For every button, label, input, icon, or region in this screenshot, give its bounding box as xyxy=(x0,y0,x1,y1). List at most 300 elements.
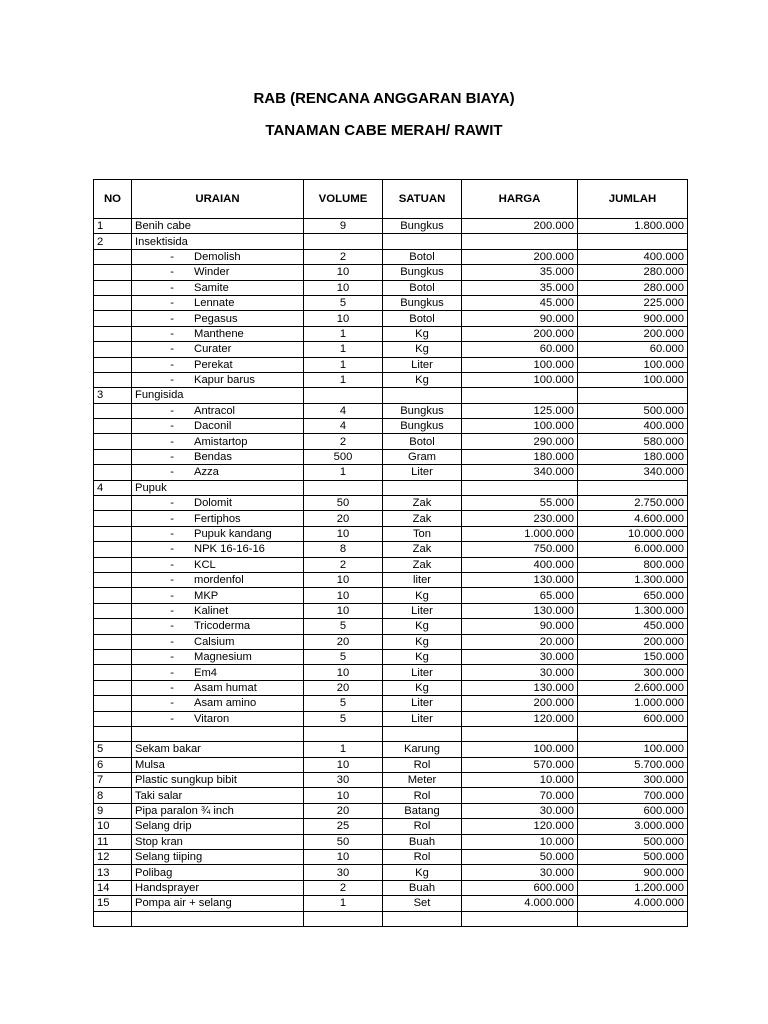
cell-volume: 10 xyxy=(304,588,383,603)
bullet-dash: - xyxy=(170,574,174,587)
bullet-dash: - xyxy=(170,466,174,479)
cell-satuan: Liter xyxy=(383,696,462,711)
item-label: mordenfol xyxy=(194,574,244,587)
bullet-dash: - xyxy=(170,712,174,725)
table-row xyxy=(94,649,688,664)
cell-uraian: Stop kran xyxy=(132,834,304,849)
table-row xyxy=(94,311,688,326)
cell-no xyxy=(94,588,132,603)
cell-volume: 9 xyxy=(304,219,383,234)
cell-satuan: Kg xyxy=(383,342,462,357)
cell-harga: 30.000 xyxy=(462,665,578,680)
cell-satuan: Gram xyxy=(383,449,462,464)
cell-volume: 10 xyxy=(304,526,383,541)
cell-satuan: Rol xyxy=(383,757,462,772)
cell-uraian xyxy=(132,696,304,711)
cell-jumlah: 500.000 xyxy=(578,403,688,418)
bullet-dash: - xyxy=(170,635,174,648)
cell-volume: 10 xyxy=(304,265,383,280)
header-harga: HARGA xyxy=(462,180,578,219)
cell-volume xyxy=(304,911,383,926)
cell-volume: 8 xyxy=(304,542,383,557)
cell-volume: 5 xyxy=(304,696,383,711)
cell-jumlah: 3.000.000 xyxy=(578,819,688,834)
cell-harga: 230.000 xyxy=(462,511,578,526)
cell-jumlah: 500.000 xyxy=(578,850,688,865)
table-row xyxy=(94,619,688,634)
cell-no: 8 xyxy=(94,788,132,803)
cell-satuan: Bungkus xyxy=(383,219,462,234)
cell-harga xyxy=(462,234,578,249)
cell-satuan: Ton xyxy=(383,526,462,541)
header-satuan: SATUAN xyxy=(383,180,462,219)
cell-volume: 10 xyxy=(304,572,383,587)
cell-harga: 30.000 xyxy=(462,865,578,880)
table-row xyxy=(94,572,688,587)
cell-uraian xyxy=(132,911,304,926)
bullet-dash: - xyxy=(170,374,174,387)
item-label: Asam humat xyxy=(194,681,257,694)
cell-jumlah: 580.000 xyxy=(578,434,688,449)
cell-uraian xyxy=(132,588,304,603)
cell-satuan: Liter xyxy=(383,357,462,372)
table-row xyxy=(94,542,688,557)
cell-no xyxy=(94,465,132,480)
cell-jumlah: 60.000 xyxy=(578,342,688,357)
item-label: Calsium xyxy=(194,635,235,648)
cell-satuan: Set xyxy=(383,896,462,911)
item-label: Asam amino xyxy=(194,697,257,710)
table-row xyxy=(94,557,688,572)
cell-no xyxy=(94,280,132,295)
cell-volume: 1 xyxy=(304,342,383,357)
cell-uraian: Taki salar xyxy=(132,788,304,803)
item-label: Demolish xyxy=(194,250,241,263)
cell-volume: 5 xyxy=(304,619,383,634)
cell-uraian xyxy=(132,496,304,511)
cell-harga: 45.000 xyxy=(462,295,578,310)
cell-no xyxy=(94,403,132,418)
cell-uraian xyxy=(132,619,304,634)
cell-jumlah xyxy=(578,911,688,926)
item-label: NPK 16-16-16 xyxy=(194,543,265,556)
cell-harga: 290.000 xyxy=(462,434,578,449)
table-row xyxy=(94,850,688,865)
table-row xyxy=(94,788,688,803)
cell-satuan: Kg xyxy=(383,619,462,634)
cell-uraian: Sekam bakar xyxy=(132,742,304,757)
cell-no xyxy=(94,603,132,618)
cell-satuan: Botol xyxy=(383,249,462,264)
table-row xyxy=(94,480,688,495)
cell-volume: 20 xyxy=(304,803,383,818)
cell-uraian xyxy=(132,326,304,341)
cell-harga: 10.000 xyxy=(462,834,578,849)
bullet-dash: - xyxy=(170,327,174,340)
cell-uraian xyxy=(132,449,304,464)
cell-jumlah xyxy=(578,234,688,249)
cell-no xyxy=(94,496,132,511)
item-label: Fertiphos xyxy=(194,512,241,525)
cell-satuan: Zak xyxy=(383,557,462,572)
cell-no xyxy=(94,557,132,572)
cell-uraian xyxy=(132,342,304,357)
bullet-dash: - xyxy=(170,266,174,279)
cell-no xyxy=(94,434,132,449)
cell-no: 2 xyxy=(94,234,132,249)
cell-volume: 30 xyxy=(304,865,383,880)
cell-jumlah: 1.200.000 xyxy=(578,880,688,895)
cell-harga: 35.000 xyxy=(462,265,578,280)
cell-no xyxy=(94,357,132,372)
cell-harga: 120.000 xyxy=(462,819,578,834)
header-no: NO xyxy=(94,180,132,219)
table-row xyxy=(94,757,688,772)
table-row xyxy=(94,372,688,387)
cell-volume: 10 xyxy=(304,665,383,680)
item-label: Antracol xyxy=(194,404,236,417)
cell-volume: 50 xyxy=(304,496,383,511)
cell-volume: 4 xyxy=(304,419,383,434)
cell-satuan: Bungkus xyxy=(383,265,462,280)
cell-satuan: Bungkus xyxy=(383,403,462,418)
cell-uraian: Selang drip xyxy=(132,819,304,834)
item-label: KCL xyxy=(194,558,216,571)
cell-volume: 10 xyxy=(304,603,383,618)
table-row xyxy=(94,911,688,926)
cell-jumlah: 1.000.000 xyxy=(578,696,688,711)
cell-satuan: Zak xyxy=(383,496,462,511)
cell-volume: 5 xyxy=(304,295,383,310)
item-label: Samite xyxy=(194,281,229,294)
bullet-dash: - xyxy=(170,497,174,510)
bullet-dash: - xyxy=(170,312,174,325)
cell-harga: 570.000 xyxy=(462,757,578,772)
item-label: Vitaron xyxy=(194,712,230,725)
table-row xyxy=(94,588,688,603)
table-row xyxy=(94,634,688,649)
table-row xyxy=(94,295,688,310)
table-row xyxy=(94,603,688,618)
cell-no xyxy=(94,511,132,526)
cell-harga: 600.000 xyxy=(462,880,578,895)
cell-no xyxy=(94,680,132,695)
cell-volume: 1 xyxy=(304,357,383,372)
cell-harga: 180.000 xyxy=(462,449,578,464)
cell-harga xyxy=(462,726,578,741)
bullet-dash: - xyxy=(170,420,174,433)
cell-harga: 30.000 xyxy=(462,803,578,818)
table-row xyxy=(94,326,688,341)
cell-uraian xyxy=(132,295,304,310)
cell-no: 15 xyxy=(94,896,132,911)
cell-satuan: Kg xyxy=(383,326,462,341)
cell-no xyxy=(94,665,132,680)
cell-no xyxy=(94,634,132,649)
cell-volume: 1 xyxy=(304,326,383,341)
cell-jumlah: 150.000 xyxy=(578,649,688,664)
cell-uraian xyxy=(132,372,304,387)
cell-no xyxy=(94,449,132,464)
bullet-dash: - xyxy=(170,666,174,679)
cell-satuan: Liter xyxy=(383,465,462,480)
cell-harga: 65.000 xyxy=(462,588,578,603)
cell-satuan: Liter xyxy=(383,603,462,618)
bullet-dash: - xyxy=(170,589,174,602)
item-label: Kapur barus xyxy=(194,374,255,387)
cell-uraian xyxy=(132,403,304,418)
cell-uraian xyxy=(132,357,304,372)
item-label: MKP xyxy=(194,589,219,602)
cell-uraian xyxy=(132,680,304,695)
cell-volume: 1 xyxy=(304,372,383,387)
cell-satuan: Liter xyxy=(383,665,462,680)
cell-volume: 25 xyxy=(304,819,383,834)
header-volume: VOLUME xyxy=(304,180,383,219)
cell-harga: 10.000 xyxy=(462,773,578,788)
cell-jumlah: 180.000 xyxy=(578,449,688,464)
cell-satuan: Kg xyxy=(383,680,462,695)
cell-harga: 130.000 xyxy=(462,603,578,618)
table-row xyxy=(94,249,688,264)
cell-harga: 90.000 xyxy=(462,311,578,326)
cell-no: 12 xyxy=(94,850,132,865)
cell-jumlah: 280.000 xyxy=(578,280,688,295)
cell-uraian: Pompa air + selang xyxy=(132,896,304,911)
cell-volume: 10 xyxy=(304,788,383,803)
cell-volume: 500 xyxy=(304,449,383,464)
cell-uraian: Polibag xyxy=(132,865,304,880)
cell-volume: 10 xyxy=(304,757,383,772)
bullet-dash: - xyxy=(170,435,174,448)
cell-uraian: Plastic sungkup bibit xyxy=(132,773,304,788)
cell-satuan: Liter xyxy=(383,711,462,726)
table-row xyxy=(94,696,688,711)
cell-satuan: Zak xyxy=(383,542,462,557)
bullet-dash: - xyxy=(170,681,174,694)
table-row xyxy=(94,803,688,818)
item-label: Tricoderma xyxy=(194,620,251,633)
cell-no xyxy=(94,311,132,326)
bullet-dash: - xyxy=(170,558,174,571)
cell-no: 5 xyxy=(94,742,132,757)
cell-volume: 20 xyxy=(304,680,383,695)
item-label: Curater xyxy=(194,343,232,356)
table-row xyxy=(94,742,688,757)
cell-volume: 30 xyxy=(304,773,383,788)
document-subtitle: TANAMAN CABE MERAH/ RAWIT xyxy=(265,122,503,139)
cell-harga: 200.000 xyxy=(462,326,578,341)
cell-no xyxy=(94,726,132,741)
cell-no xyxy=(94,419,132,434)
cell-jumlah: 650.000 xyxy=(578,588,688,603)
table-row xyxy=(94,234,688,249)
item-label: Bendas xyxy=(194,451,232,464)
table-row xyxy=(94,834,688,849)
cell-satuan: Rol xyxy=(383,788,462,803)
cell-no xyxy=(94,326,132,341)
cell-harga: 1.000.000 xyxy=(462,526,578,541)
cell-volume: 5 xyxy=(304,711,383,726)
cell-satuan xyxy=(383,234,462,249)
cell-harga: 35.000 xyxy=(462,280,578,295)
cell-harga: 70.000 xyxy=(462,788,578,803)
cell-no xyxy=(94,619,132,634)
table-row xyxy=(94,449,688,464)
cell-harga: 130.000 xyxy=(462,572,578,587)
cell-no: 4 xyxy=(94,480,132,495)
cell-harga: 200.000 xyxy=(462,249,578,264)
cell-volume: 10 xyxy=(304,850,383,865)
cell-harga: 100.000 xyxy=(462,372,578,387)
cell-no xyxy=(94,295,132,310)
item-label: Em4 xyxy=(194,666,218,679)
cell-satuan: Buah xyxy=(383,834,462,849)
table-row xyxy=(94,496,688,511)
cell-harga: 90.000 xyxy=(462,619,578,634)
item-label: Dolomit xyxy=(194,497,232,510)
cell-harga: 4.000.000 xyxy=(462,896,578,911)
cell-harga: 30.000 xyxy=(462,649,578,664)
cell-harga: 100.000 xyxy=(462,742,578,757)
cell-harga xyxy=(462,480,578,495)
cell-uraian: Benih cabe xyxy=(132,219,304,234)
table-row xyxy=(94,511,688,526)
table-row xyxy=(94,819,688,834)
cell-uraian xyxy=(132,711,304,726)
cell-harga: 100.000 xyxy=(462,357,578,372)
cell-satuan: Kg xyxy=(383,649,462,664)
cell-no xyxy=(94,265,132,280)
item-label: Kalinet xyxy=(194,604,229,617)
item-label: Amistartop xyxy=(194,435,248,448)
item-label: Azza xyxy=(194,466,219,479)
bullet-dash: - xyxy=(170,343,174,356)
cell-satuan: Rol xyxy=(383,850,462,865)
cell-jumlah: 300.000 xyxy=(578,773,688,788)
cell-jumlah xyxy=(578,388,688,403)
cell-uraian xyxy=(132,465,304,480)
cell-volume: 20 xyxy=(304,634,383,649)
cell-jumlah: 1.300.000 xyxy=(578,603,688,618)
cell-uraian xyxy=(132,280,304,295)
bullet-dash: - xyxy=(170,404,174,417)
header-jumlah: JUMLAH xyxy=(578,180,688,219)
cell-harga: 130.000 xyxy=(462,680,578,695)
cell-uraian xyxy=(132,249,304,264)
table-row xyxy=(94,357,688,372)
cell-volume: 2 xyxy=(304,880,383,895)
cell-jumlah: 100.000 xyxy=(578,372,688,387)
item-label: Pegasus xyxy=(194,312,238,325)
cell-satuan: Botol xyxy=(383,311,462,326)
document-title: RAB (RENCANA ANGGARAN BIAYA) xyxy=(253,90,515,107)
table-row xyxy=(94,265,688,280)
table-row xyxy=(94,403,688,418)
cell-jumlah: 400.000 xyxy=(578,419,688,434)
cell-jumlah: 100.000 xyxy=(578,742,688,757)
cell-uraian xyxy=(132,511,304,526)
cell-volume: 2 xyxy=(304,249,383,264)
table-row xyxy=(94,880,688,895)
table-row xyxy=(94,465,688,480)
cell-no xyxy=(94,372,132,387)
cell-no: 10 xyxy=(94,819,132,834)
item-label: Lennate xyxy=(194,297,235,310)
cell-harga: 200.000 xyxy=(462,219,578,234)
cell-uraian: Fungisida xyxy=(132,388,304,403)
cell-volume xyxy=(304,480,383,495)
cell-uraian: Insektisida xyxy=(132,234,304,249)
cell-uraian: Handsprayer xyxy=(132,880,304,895)
cell-harga: 200.000 xyxy=(462,696,578,711)
cell-no: 6 xyxy=(94,757,132,772)
bullet-dash: - xyxy=(170,651,174,664)
cell-satuan xyxy=(383,388,462,403)
cell-harga: 50.000 xyxy=(462,850,578,865)
cell-jumlah: 800.000 xyxy=(578,557,688,572)
cell-uraian xyxy=(132,634,304,649)
cell-no xyxy=(94,572,132,587)
cell-uraian: Selang tiiping xyxy=(132,850,304,865)
cell-no: 7 xyxy=(94,773,132,788)
cell-satuan: Bungkus xyxy=(383,295,462,310)
cell-satuan: Kg xyxy=(383,372,462,387)
cell-satuan: Batang xyxy=(383,803,462,818)
cell-satuan: liter xyxy=(383,572,462,587)
cell-volume xyxy=(304,234,383,249)
cell-satuan: Buah xyxy=(383,880,462,895)
cell-uraian xyxy=(132,557,304,572)
cell-uraian xyxy=(132,649,304,664)
cell-jumlah: 4.600.000 xyxy=(578,511,688,526)
cell-satuan xyxy=(383,726,462,741)
cell-jumlah: 300.000 xyxy=(578,665,688,680)
table-row xyxy=(94,526,688,541)
cell-jumlah: 280.000 xyxy=(578,265,688,280)
cell-uraian xyxy=(132,665,304,680)
cell-jumlah: 6.000.000 xyxy=(578,542,688,557)
bullet-dash: - xyxy=(170,451,174,464)
cell-volume: 20 xyxy=(304,511,383,526)
cell-jumlah: 600.000 xyxy=(578,803,688,818)
cell-harga: 100.000 xyxy=(462,419,578,434)
table-row xyxy=(94,388,688,403)
cell-harga xyxy=(462,388,578,403)
budget-table xyxy=(93,179,688,927)
cell-satuan: Meter xyxy=(383,773,462,788)
table-row xyxy=(94,726,688,741)
cell-no xyxy=(94,711,132,726)
cell-satuan: Botol xyxy=(383,280,462,295)
cell-uraian xyxy=(132,726,304,741)
table-row xyxy=(94,711,688,726)
cell-uraian xyxy=(132,526,304,541)
cell-no: 1 xyxy=(94,219,132,234)
cell-harga: 60.000 xyxy=(462,342,578,357)
table-row xyxy=(94,219,688,234)
table-header-row xyxy=(94,180,688,219)
bullet-dash: - xyxy=(170,358,174,371)
cell-no: 9 xyxy=(94,803,132,818)
cell-volume: 4 xyxy=(304,403,383,418)
item-label: Magnesium xyxy=(194,651,252,664)
cell-volume xyxy=(304,726,383,741)
item-label: Manthene xyxy=(194,327,244,340)
cell-jumlah: 900.000 xyxy=(578,311,688,326)
table-row xyxy=(94,773,688,788)
cell-harga: 20.000 xyxy=(462,634,578,649)
